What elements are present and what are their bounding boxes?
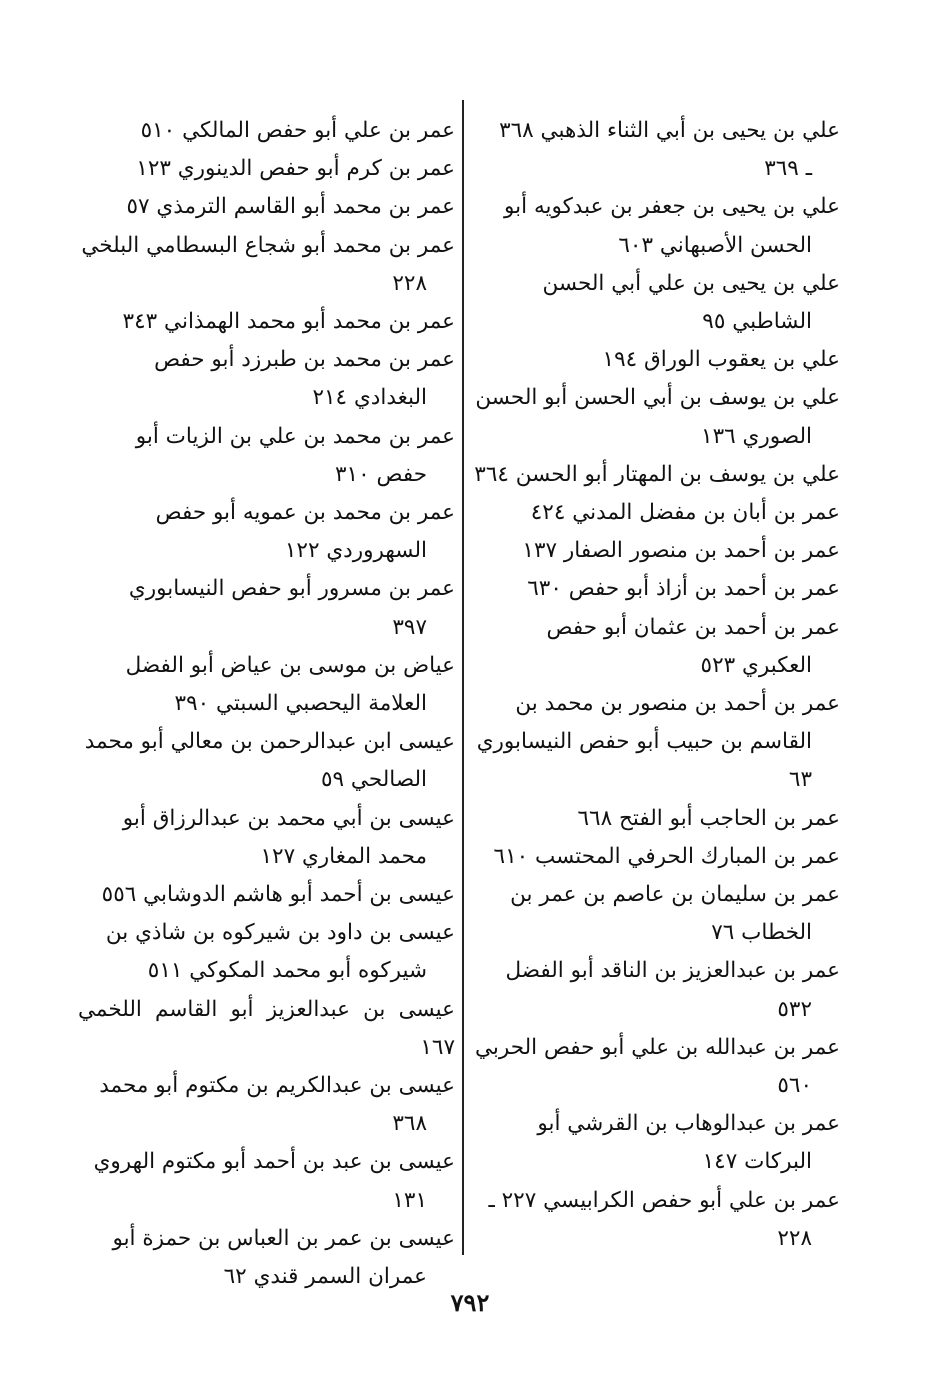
entry-line: عمر بن عبدالوهاب بن القرشي أبو	[537, 1111, 840, 1137]
entry-line: عمر بن عبدالعزيز بن الناقد أبو الفضل	[505, 958, 840, 984]
entry-line: عيسى ابن عبدالرحمن بن معالي أبو محمد	[84, 729, 455, 755]
entry-line: علي بن يحيى بن جعفر بن عبدكويه أبو	[504, 194, 840, 220]
index-entry	[463, 1105, 840, 1181]
index-entry	[78, 418, 455, 494]
entry-continuation: ٢٢٨	[777, 1225, 812, 1251]
entry-line: علي بن يوسف بن أبي الحسن أبو الحسن	[475, 385, 840, 411]
entry-line: عمر بن أبان بن مفضل المدني ٤٢٤	[530, 500, 840, 526]
entry-line: عيسى بن عمر بن العباس بن حمزة أبو	[112, 1225, 455, 1251]
entry-continuation: ٣٦٨	[392, 1111, 427, 1137]
index-entry	[463, 952, 840, 1028]
entry-continuation: الخطاب ٧٦	[711, 920, 812, 946]
entry-line: علي بن يعقوب الوراق ١٩٤	[602, 347, 840, 373]
index-entry	[78, 1067, 455, 1143]
index-entry	[78, 150, 455, 188]
entry-line: عيسى بن أحمد أبو هاشم الدوشابي ٥٥٦	[101, 882, 455, 908]
entry-line: عمر بن محمد أبو محمد الهمذاني ٣٤٣	[122, 309, 455, 335]
index-entry	[78, 914, 455, 990]
entry-line: عيسى بن عبدالعزيز أبو القاسم اللخمي ١٦٧	[78, 996, 455, 1060]
entry-continuation: حفص ٣١٠	[335, 461, 427, 487]
entry-continuation: الصالحي ٥٩	[320, 767, 427, 793]
index-entry	[463, 800, 840, 838]
index-entry	[78, 991, 455, 1067]
entry-continuation: محمد المغاري ١٢٧	[260, 843, 427, 869]
entry-continuation: عمران السمر قندي ٦٢	[223, 1264, 427, 1290]
index-entry	[463, 838, 840, 876]
index-entry	[463, 188, 840, 264]
index-entry	[463, 1029, 840, 1105]
index-entry	[78, 227, 455, 303]
entry-line: عمر بن سليمان بن عاصم بن عمر بن	[510, 882, 840, 908]
entry-continuation: شيركوه أبو محمد المكوكي ٥١١	[147, 958, 427, 984]
entry-continuation: ٦٣	[788, 767, 812, 793]
entry-line: عيسى بن عبد بن أحمد أبو مكتوم الهروي	[93, 1149, 455, 1175]
index-entry	[78, 723, 455, 799]
entry-continuation: ٥٣٢	[777, 996, 812, 1022]
entry-continuation: البركات ١٤٧	[702, 1149, 812, 1175]
index-entry	[463, 379, 840, 455]
index-entry	[78, 112, 455, 150]
entry-continuation: ٣٩٧	[392, 614, 427, 640]
entry-continuation: السهروردي ١٢٢	[284, 538, 427, 564]
entry-line: عيسى بن أبي محمد بن عبدالرزاق أبو	[122, 805, 455, 831]
entry-line: عيسى بن عبدالكريم بن مكتوم أبو محمد	[99, 1073, 455, 1099]
index-entry	[463, 456, 840, 494]
column-divider	[462, 100, 464, 1255]
entry-continuation: ٥٦٠	[777, 1073, 812, 1099]
entry-line: عمر بن أحمد بن أزاذ أبو حفص ٦٣٠	[527, 576, 840, 602]
index-entry	[463, 112, 840, 188]
entry-line: عياض بن موسى بن عياض أبو الفضل	[125, 652, 455, 678]
index-entry	[78, 1143, 455, 1219]
entry-line: عيسى بن داود بن شيركوه بن شاذي بن	[105, 920, 455, 946]
entry-line: عمر بن عبدالله بن علي أبو حفص الحربي	[474, 1034, 840, 1060]
entry-continuation: العلامة اليحصبي السبتي ٣٩٠	[174, 691, 427, 717]
index-entry	[463, 1182, 840, 1258]
left-column	[78, 112, 455, 1296]
right-column	[463, 112, 840, 1258]
entry-continuation: ٢٢٨	[392, 270, 427, 296]
entry-line: عمر بن محمد أبو شجاع البسطامي البلخي	[81, 232, 455, 258]
entry-line: عمر بن علي أبو حفص المالكي ٥١٠	[140, 118, 455, 143]
entry-line: عمر بن محمد أبو القاسم الترمذي ٥٧	[126, 194, 455, 220]
entry-continuation: البغدادي ٢١٤	[312, 385, 427, 411]
index-entry	[463, 876, 840, 952]
entry-line: عمر بن أحمد بن عثمان أبو حفص	[546, 614, 840, 640]
index-entry	[78, 494, 455, 570]
index-entry	[78, 303, 455, 341]
entry-continuation: الشاطبي ٩٥	[702, 309, 812, 335]
index-entry	[463, 685, 840, 800]
index-entry	[463, 609, 840, 685]
entry-continuation: الصوري ١٣٦	[701, 423, 812, 449]
entry-line: علي بن يحيى بن علي أبي الحسن	[542, 270, 840, 296]
entry-line: علي بن يحيى بن أبي الثناء الذهبي ٣٦٨	[499, 118, 840, 143]
entry-line: عمر بن محمد بن طبرزد أبو حفص	[154, 347, 455, 373]
entry-line: عمر بن أحمد بن منصور الصفار ١٣٧	[522, 538, 840, 564]
index-entry	[78, 876, 455, 914]
entry-line: عمر بن المبارك الحرفي المحتسب ٦١٠	[493, 843, 840, 869]
index-entry	[78, 341, 455, 417]
index-entry	[463, 494, 840, 532]
entry-line: عمر بن علي أبو حفص الكرابيسي ٢٢٧ ـ	[488, 1187, 840, 1213]
entry-continuation: العكبري ٥٢٣	[700, 652, 812, 678]
index-entry	[78, 647, 455, 723]
entry-continuation: ١٣١	[392, 1187, 427, 1213]
index-entry	[463, 341, 840, 379]
index-entry	[463, 265, 840, 341]
entry-continuation: القاسم بن حبيب أبو حفص النيسابوري	[476, 729, 812, 755]
entry-line: عمر بن محمد بن علي بن الزيات أبو	[135, 423, 455, 449]
entry-line: عمر بن محمد بن عمويه أبو حفص	[155, 500, 455, 526]
entry-line: عمر بن أحمد بن منصور بن محمد بن	[515, 691, 840, 717]
entry-continuation: ـ ٣٦٩	[764, 156, 812, 182]
entry-line: علي بن يوسف بن المهتار أبو الحسن ٣٦٤	[474, 461, 840, 487]
entry-line: عمر بن مسرور أبو حفص النيسابوري	[128, 576, 455, 602]
index-entry	[463, 570, 840, 608]
index-entry	[78, 1220, 455, 1296]
page-number: ٧٩٢	[450, 1288, 490, 1317]
index-entry	[463, 532, 840, 570]
index-entry	[78, 570, 455, 646]
entry-continuation: الحسن الأصبهاني ٦٠٣	[618, 232, 812, 258]
index-entry	[78, 800, 455, 876]
entry-line: عمر بن كرم أبو حفص الدينوري ١٢٣	[136, 156, 455, 182]
entry-line: عمر بن الحاجب أبو الفتح ٦٦٨	[577, 805, 840, 831]
index-entry	[78, 188, 455, 226]
